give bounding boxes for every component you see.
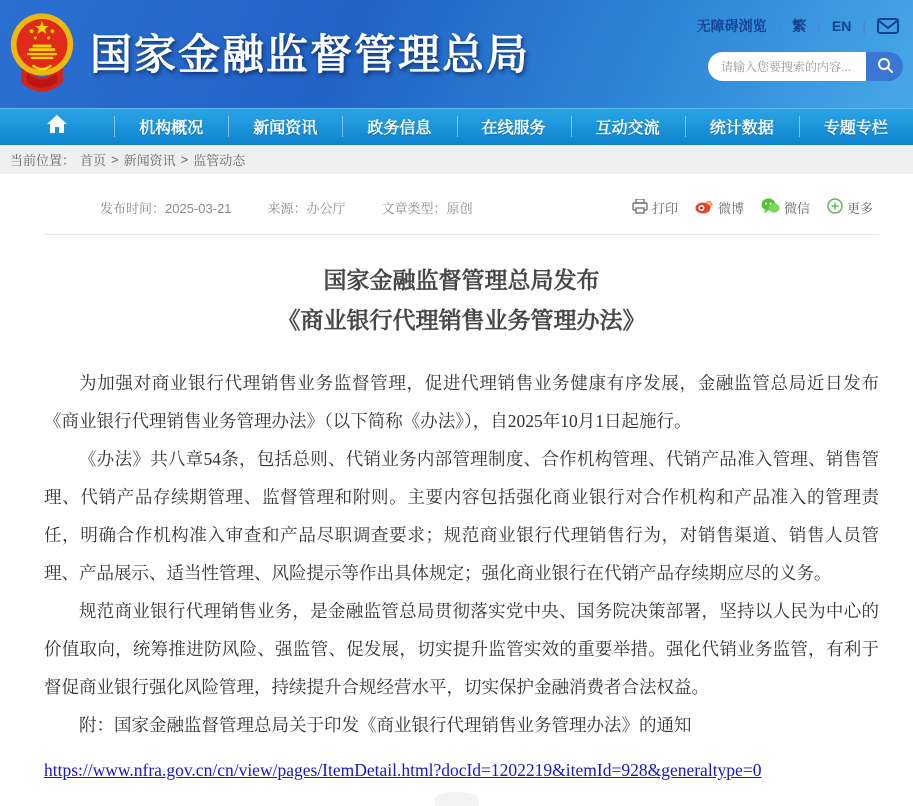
breadcrumb-home[interactable]: 首页 <box>80 153 107 168</box>
wechat-label: 微信 <box>783 201 810 216</box>
print-button[interactable] <box>632 198 678 217</box>
site-title: 国家金融监督管理总局 <box>90 31 531 78</box>
wechat-share-button[interactable] <box>761 198 810 217</box>
breadcrumb-label: 当前位置： <box>10 153 76 168</box>
article-title <box>44 260 879 340</box>
nav-item-institution[interactable]: 机构概况 <box>114 108 228 145</box>
article-type <box>382 198 473 217</box>
nav-item-online-service[interactable]: 在线服务 <box>457 108 571 145</box>
source-value: 办公厅 <box>306 201 346 216</box>
source-label: 来源： <box>267 201 307 216</box>
breadcrumb <box>0 145 913 174</box>
paragraph: 规范商业银行代理销售业务，是金融监管总局贯彻落实党中央、国务院决策部署，坚持以人民为中心的价值取向，统筹推进防风险、强监管、促发展，切实提升监管实效的重要举措。强化代销业务监管，有利于督促商业银行强化风险管理，持续提升合规经营水平，切实保护金融消费者合法权益。 <box>44 601 879 697</box>
header-utility-links <box>697 16 899 36</box>
publish-time <box>100 198 232 217</box>
search-box <box>708 52 903 81</box>
plus-circle-icon <box>827 198 843 217</box>
divider: | <box>817 18 821 34</box>
printer-icon <box>632 199 648 217</box>
weibo-icon <box>695 198 714 217</box>
article-body <box>44 364 879 744</box>
accessibility-link[interactable]: 无障碍浏览 <box>696 18 767 34</box>
search-icon <box>876 56 894 77</box>
attachment-link[interactable]: https://www.nfra.gov.cn/cn/view/pages/ItemDetail.html?docId=1202219&itemId=928&generaltype=0 <box>44 760 762 780</box>
paragraph: 为加强对商业银行代理销售业务监督管理，促进代理销售业务健康有序发展，金融监管总局近日发布《商业银行代理销售业务管理办法》（以下简称《办法》），自2025年10月1日起施行。 <box>44 373 879 431</box>
breadcrumb-news[interactable]: 新闻资讯 <box>123 153 176 168</box>
attachment-note: 附：国家金融监督管理总局关于印发《商业银行代理销售业务管理办法》的通知 <box>79 715 692 735</box>
site-header <box>0 0 913 108</box>
nav-item-news[interactable]: 新闻资讯 <box>228 108 342 145</box>
search-button[interactable] <box>866 52 903 81</box>
publish-label: 发布时间： <box>100 201 166 216</box>
main-nav <box>0 108 913 145</box>
national-emblem-logo <box>8 6 76 105</box>
share-group <box>632 198 873 217</box>
traditional-chinese-link[interactable]: 繁 <box>792 18 807 34</box>
nav-item-gov-info[interactable]: 政务信息 <box>342 108 456 145</box>
type-value: 原创 <box>446 201 473 216</box>
breadcrumb-current[interactable]: 监管动态 <box>193 153 246 168</box>
weibo-share-button[interactable] <box>695 198 744 217</box>
home-icon <box>47 115 67 138</box>
nav-home[interactable] <box>0 108 114 145</box>
english-link[interactable]: EN <box>831 18 852 34</box>
divider: | <box>777 18 782 34</box>
type-label: 文章类型： <box>381 201 447 216</box>
weibo-label: 微博 <box>717 201 744 216</box>
breadcrumb-separator: > <box>111 152 119 167</box>
nav-item-statistics[interactable]: 统计数据 <box>685 108 799 145</box>
article-meta-row <box>44 198 879 235</box>
footer-emblem-hint <box>435 792 479 806</box>
article-content <box>0 198 913 781</box>
article-title-line1: 国家金融监督管理总局发布 <box>323 267 600 293</box>
article-title-line2: 《商业银行代理销售业务管理办法》 <box>277 307 646 333</box>
wechat-icon <box>761 198 780 217</box>
source <box>268 198 346 217</box>
nav-item-interaction[interactable]: 互动交流 <box>571 108 685 145</box>
more-label: 更多 <box>846 201 873 216</box>
paragraph: 《办法》共八章54条，包括总则、代销业务内部管理制度、合作机构管理、代销产品准入管理、销售管理、代销产品存续期管理、监督管理和附则。主要内容包括强化商业银行对合作机构和产品准入的管理责任，明确合作机构准入审查和产品尽职调查要求；规范商业银行代理销售行为，对销售渠道、销售人员管理、产品展示、适当性管理、风险提示等作出具体规定；强化商业银行在代销产品存续期应尽的义务。 <box>44 449 879 583</box>
nav-item-special-topics[interactable]: 专题专栏 <box>799 108 913 145</box>
print-label: 打印 <box>651 201 678 216</box>
publish-date: 2025-03-21 <box>165 201 232 216</box>
divider: | <box>862 18 866 34</box>
article-meta <box>100 198 473 217</box>
search-input[interactable] <box>708 52 866 81</box>
more-share-button[interactable] <box>827 198 873 217</box>
breadcrumb-separator: > <box>180 152 189 167</box>
mail-icon[interactable] <box>877 18 899 34</box>
